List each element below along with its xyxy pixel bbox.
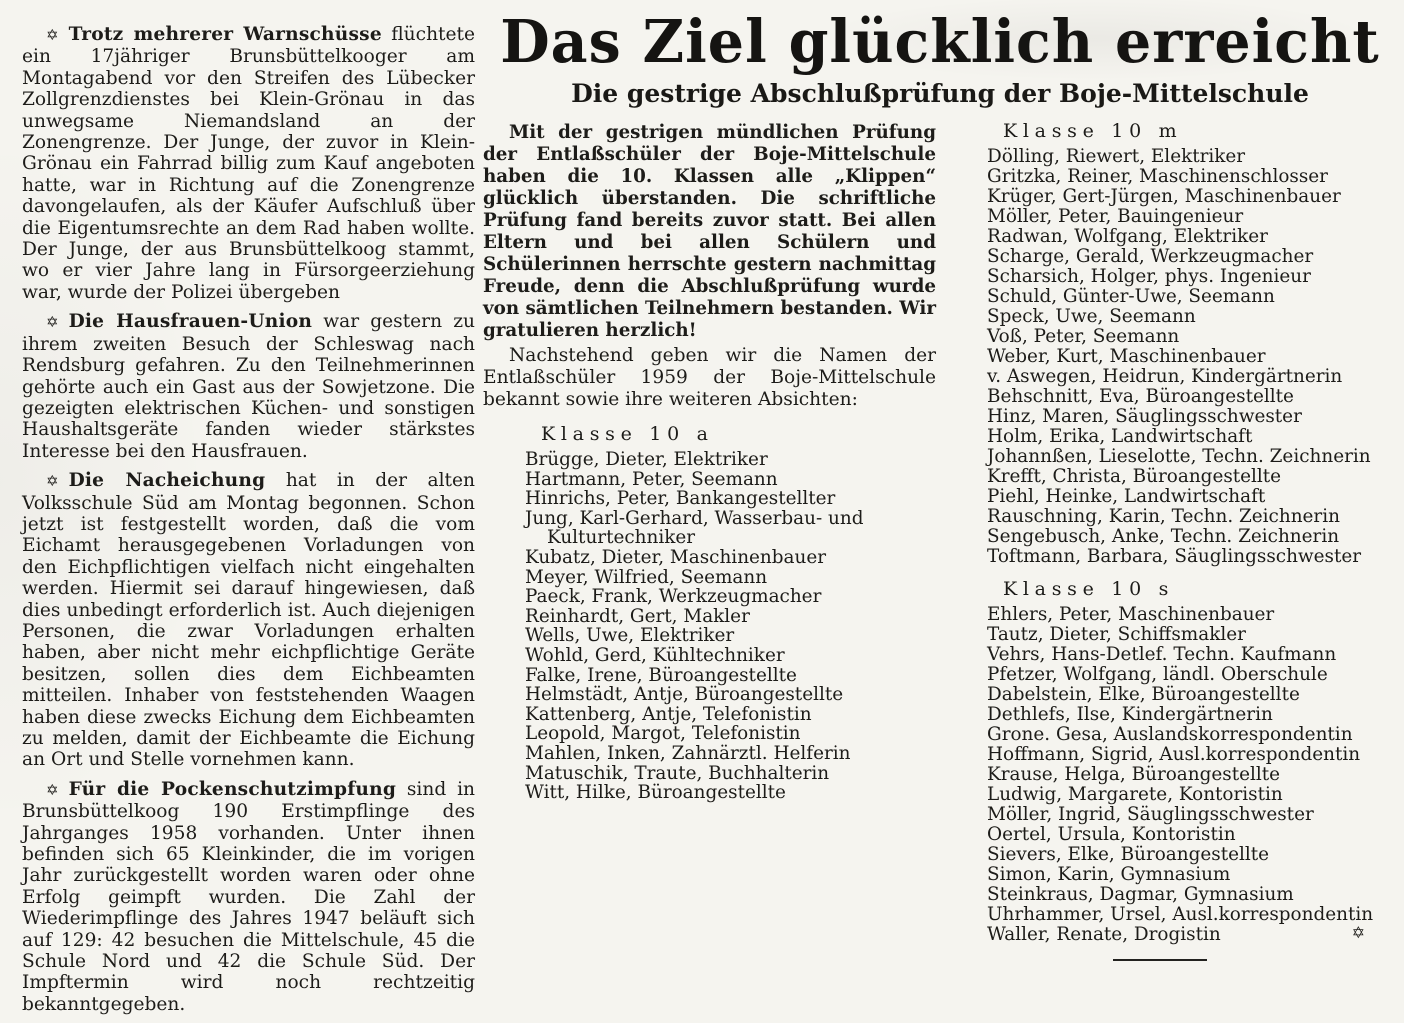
student-entry: Schuld, Günter-Uwe, Seemann [987, 286, 1275, 307]
star-ornament-icon: ✡ [46, 472, 59, 491]
student-list-10m [985, 147, 1401, 567]
student-entry: Ludwig, Margarete, Kontoristin [987, 784, 1283, 805]
student-entry: Mahlen, Inken, Zahnärztl. Helferin [525, 742, 851, 764]
student-entry: Witt, Hilke, Büroangestellte [525, 782, 786, 804]
student-entry: Uhrhammer, Ursel, Ausl.korrespondentin [987, 904, 1374, 925]
class-heading-10a: Klasse 10 a [541, 423, 714, 445]
student-entry: Dölling, Riewert, Elektriker [987, 146, 1246, 167]
news-briefs-column [22, 24, 475, 1023]
student-entry: Vehrs, Hans-Detlef. Techn. Kaufmann [987, 644, 1337, 665]
student-entry: Steinkraus, Dagmar, Gymnasium [987, 884, 1294, 905]
star-ornament-icon: ✡ [1351, 923, 1365, 942]
student-entry: Sievers, Elke, Büroangestellte [987, 844, 1270, 865]
subtitle: Die gestrige Abschlußprüfung der Boje-Mittelschule [571, 79, 1309, 108]
student-entry: Krause, Helga, Büroangestellte [987, 764, 1281, 785]
brief-text: flüchtete ein 17jähriger Brunsbüttelkooger am Montagabend vor den Streifen des Lübecker Zollgrenzdienstes bei Klein-Grönau in das unwegsame Niemandsland an der Zonengrenze. Der Junge, der zuvor in Klein-Grönau ein Fahrrad billig zum Kauf angeboten hatte, war in Richtung auf die Zonengrenze davongelaufen, als der Käufer Aufschluß über die Eigentumsrechte an dem Rad haben wollte. Der Junge, der aus Brunsbüttelkoog stammt, wo er vier Jahre lang in Fürsorgeerziehung war, wurde der Polizei übergeben [22, 24, 475, 303]
article-column-middle [483, 122, 936, 803]
student-entry: Rauschning, Karin, Techn. Zeichnerin [987, 506, 1340, 527]
article-header [480, 6, 1400, 108]
student-entry: Meyer, Wilfried, Seemann [525, 566, 768, 588]
student-entry: Simon, Karin, Gymnasium [987, 864, 1231, 885]
student-entry: Holm, Erika, Landwirtschaft [987, 426, 1253, 447]
news-brief [22, 24, 475, 303]
student-entry: Oertel, Ursula, Kontoristin [987, 824, 1236, 845]
star-ornament-icon: ✡ [46, 26, 59, 44]
star-ornament-icon: ✡ [46, 780, 59, 799]
student-entry: Dethlefs, Ilse, Kindergärtnerin [987, 704, 1273, 725]
student-entry: Radwan, Wolfgang, Elektriker [987, 226, 1268, 247]
student-entry: Johannßen, Lieselotte, Techn. Zeichnerin [987, 446, 1371, 467]
student-entry: Sengebusch, Anke, Techn. Zeichnerin [987, 526, 1340, 547]
student-entry: Krefft, Christa, Büroangestellte [987, 466, 1282, 487]
brief-text: hat in der alten Volksschule Süd am Montag begonnen. Schon jetzt ist festgestellt worden, daß die vom Eichamt herausgegebenen Vorladungen von den Eichpflichtigen vielfach nicht eingehalten werden. Hiermit sei darauf hingewiesen, daß dies unbedingt erforderlich ist. Auch diejenigen Personen, die zwar Vorladungen erhalten haben, aber nicht mehr eichpflichtige Geräte besitzen, sollen dies dem Eichbeamten mitteilen. Inhaber von feststehenden Waagen haben diese zwecks Eichung dem Eichbeamten zu melden, damit der Eichbeamte die Eichung an Ort und Stelle vornehmen kann. [22, 470, 476, 771]
article-intro-2: Nachstehend geben wir die Namen der Entlaßschüler 1959 der Boje-Mittelschule bekannt sowie ihre weiteren Absichten: [483, 345, 936, 410]
student-entry: Toftmann, Barbara, Säuglingsschwester [987, 546, 1362, 567]
student-entry: Falke, Irene, Büroangestellte [525, 664, 797, 686]
brief-text: sind in Brunsbüttelkoog 190 Erstimpflinge des Jahrganges 1958 vorhanden. Unter ihnen befinden sich 65 Kleinkinder, die im vorigen Jahr zurückgestellt worden waren oder ohne Erfolg geimpft wurden. Die Zahl der Wiederimpflinge des Jahres 1947 beläuft sich auf 129: 42 besuchen die Mittelschule, 45 die Schule Nord und 42 die Schule Süd. Der Impftermin wird noch rechtzeitig bekanntgegeben. [22, 778, 475, 1015]
brief-lead: Für die Pockenschutzimpfung [68, 778, 397, 800]
student-entry: Wohld, Gerd, Kühltechniker [525, 644, 785, 666]
student-entry: Matuschik, Traute, Buchhalterin [525, 762, 830, 784]
student-entry: Kubatz, Dieter, Maschinenbauer [525, 546, 827, 568]
student-entry: Piehl, Heinke, Landwirtschaft [987, 486, 1266, 507]
student-entry: Reinhardt, Gert, Makler [525, 605, 750, 627]
student-entry: Hinz, Maren, Säuglingsschwester [987, 406, 1302, 427]
student-entry: Kattenberg, Antje, Telefonistin [525, 703, 812, 725]
class-heading-10m: Klasse 10 m [1003, 120, 1183, 142]
student-entry: Leopold, Margot, Telefonistin [525, 723, 801, 745]
article-column-right [985, 120, 1401, 975]
student-list-10s [985, 605, 1401, 945]
student-entry: Möller, Peter, Bauingenieur [987, 206, 1244, 227]
student-entry: Jung, Karl-Gerhard, Wasserbau- und Kulturtechniker [525, 507, 864, 549]
student-entry: Hinrichs, Peter, Bankangestellter [525, 488, 836, 510]
student-entry: v. Aswegen, Heidrun, Kindergärtnerin [987, 366, 1343, 387]
brief-lead: Die Hausfrauen-Union [68, 311, 313, 333]
student-entry: Krüger, Gert-Jürgen, Maschinenbauer [987, 186, 1341, 207]
student-entry: Waller, Renate, Drogistin [987, 924, 1221, 945]
student-entry: Wells, Uwe, Elektriker [525, 625, 735, 647]
student-entry: Tautz, Dieter, Schiffsmakler [987, 624, 1246, 645]
brief-text: war gestern zu ihrem zweiten Besuch der Schleswag nach Rendsburg gefahren. Zu den Teilnehmerinnen gehörte auch ein Gast aus der Sowjetzone. Die gezeigten elektrischen Küchen- und sonstigen Haushaltsgeräte fanden wieder stärkstes Interesse bei den Hausfrauen. [22, 311, 475, 462]
student-entry: Brügge, Dieter, Elektriker [525, 449, 768, 470]
student-entry: Ehlers, Peter, Maschinenbauer [987, 604, 1275, 625]
news-brief [22, 470, 475, 771]
student-list-10a [483, 450, 936, 803]
student-entry: Hoffmann, Sigrid, Ausl.korrespondentin [987, 744, 1361, 765]
student-entry: Dabelstein, Elke, Büroangestellte [987, 684, 1300, 705]
student-entry: Pfetzer, Wolfgang, ländl. Oberschule [987, 664, 1328, 685]
student-entry: Behschnitt, Eva, Büroangestellte [987, 386, 1294, 407]
star-ornament-icon: ✡ [46, 313, 59, 332]
student-entry: Möller, Ingrid, Säuglingsschwester [987, 804, 1314, 825]
student-entry: Grone. Gesa, Auslandskorrespondentin [987, 724, 1353, 745]
brief-lead: Trotz mehrerer Warnschüsse [68, 24, 382, 45]
brief-lead: Die Nacheichung [68, 470, 266, 492]
student-entry: Hartmann, Peter, Seemann [525, 468, 778, 490]
news-brief [22, 779, 475, 1015]
headline: Das Ziel glücklich erreicht [500, 6, 1380, 77]
student-entry: Paeck, Frank, Werkzeugmacher [525, 586, 822, 608]
student-entry: Gritzka, Reiner, Maschinenschlosser [987, 166, 1328, 187]
class-heading-10s: Klasse 10 s [1003, 578, 1175, 600]
student-entry: Speck, Uwe, Seemann [987, 306, 1196, 327]
news-brief [22, 311, 475, 462]
student-entry: Scharsich, Holger, phys. Ingenieur [987, 266, 1311, 287]
student-entry: Weber, Kurt, Maschinenbauer [987, 346, 1266, 367]
student-entry: Voß, Peter, Seemann [987, 326, 1180, 347]
article-intro: Mit der gestrigen mündlichen Prüfung der Entlaßschüler der Boje-Mittelschule haben die 10. Klassen alle „Klippen“ glücklich überstanden. Die schriftliche Prüfung fand bereits zuvor statt. Bei allen Eltern und bei allen Schülern und Schülerinnen herrschte gestern nachmittag Freude, denn die Abschlußprüfung wurde von sämtlichen Teilnehmern bestanden. Wir gratulieren herzlich! [483, 122, 937, 341]
student-entry: Helmstädt, Antje, Büroangestellte [525, 684, 844, 706]
student-entry: Scharge, Gerald, Werkzeugmacher [987, 246, 1314, 267]
end-rule [1113, 959, 1207, 961]
